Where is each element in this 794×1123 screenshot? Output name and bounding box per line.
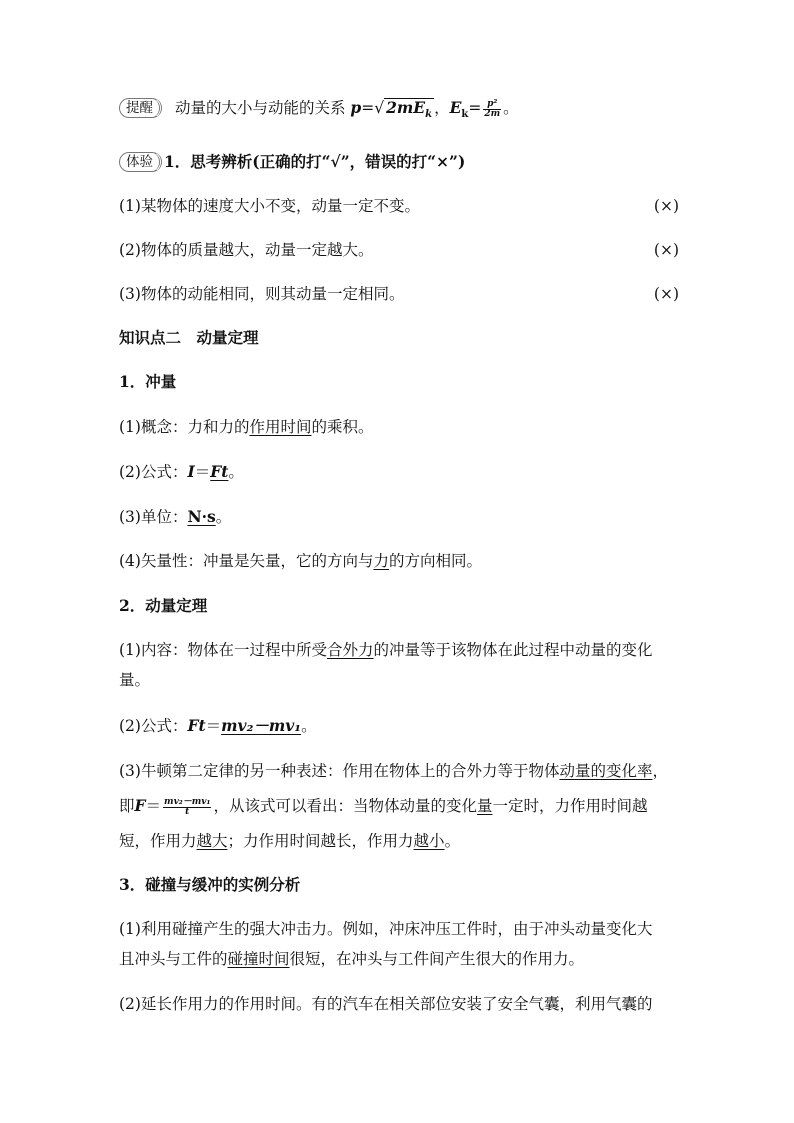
theorem-content-cont: 量。 xyxy=(119,671,151,689)
theorem-formula: (2)公式：Ft＝mv₂－mv₁。 xyxy=(119,716,317,735)
impulse-concept: (1)概念：力和力的作用时间的乘积。 xyxy=(119,418,374,436)
impulse-vector: (4)矢量性：冲量是矢量，它的方向与力的方向相同。 xyxy=(119,552,482,570)
hint-fraction: $\frac{\text{p²}}{2m}$ xyxy=(484,98,501,119)
hint-tag: 提醒 xyxy=(119,98,162,118)
theorem-content: (1)内容：物体在一过程中所受合外力的冲量等于该物体在此过程中动量的变化 xyxy=(119,641,653,659)
answer-mark: (×) xyxy=(653,285,679,303)
collision-p2: (2)延长作用力的作用时间。有的汽车在相关部位安装了安全气囊，利用气囊的 xyxy=(119,995,653,1013)
hint-formula: p=√ $2mE_k$ ，$E_k=$ $\frac{\text{p²}}{2m}$ 。 xyxy=(350,99,518,117)
list-item: (3)物体的动能相同，则其动量一定相同。 (×) xyxy=(119,285,679,303)
collision-p1: (1)利用碰撞产生的强大冲击力。例如，冲床冲压工件时，由于冲头动量变化大 xyxy=(119,920,653,938)
impulse-heading: 1．冲量 xyxy=(119,372,177,391)
impulse-unit: (3)单位：N·s。 xyxy=(119,507,232,526)
hint-line xyxy=(119,97,679,126)
theorem-newton-l3: 短，作用力越大；力作用时间越长，作用力越小。 xyxy=(119,832,461,850)
theorem-heading: 2．动量定理 xyxy=(119,596,208,615)
newton-fraction: $\frac{\text{mv₂－mv₁}}{t}$ xyxy=(164,796,211,817)
answer-mark: (×) xyxy=(653,241,679,259)
experience-tag: 体验 xyxy=(119,152,162,172)
theorem-newton: (3)牛顿第二定律的另一种表述：作用在物体上的合外力等于物体动量的变化率， xyxy=(119,762,668,780)
experience-heading: 体验 1．思考辨析(正确的打“√”，错误的打“×”) xyxy=(119,151,679,173)
answer-mark: (×) xyxy=(653,197,679,215)
impulse-formula: (2)公式：I＝Ft。 xyxy=(119,462,244,481)
list-item: (2)物体的质量越大，动量一定越大。 (×) xyxy=(119,241,679,259)
section-title: 知识点二 动量定理 xyxy=(119,328,259,347)
hint-text: 动量的大小与动能的关系 xyxy=(174,99,346,117)
collision-heading: 3．碰撞与缓冲的实例分析 xyxy=(119,875,301,894)
list-item: (1)某物体的速度大小不变，动量一定不变。 (×) xyxy=(119,197,679,215)
theorem-newton-l2: 即F＝ $\frac{\text{mv₂－mv₁}}{t}$ ，从该式可以看出：当物体动量的变化量一定时，力作用时间越 xyxy=(119,796,648,817)
collision-p1-cont: 且冲头与工件的碰撞时间很短，在冲头与工件间产生很大的作用力。 xyxy=(119,950,585,968)
